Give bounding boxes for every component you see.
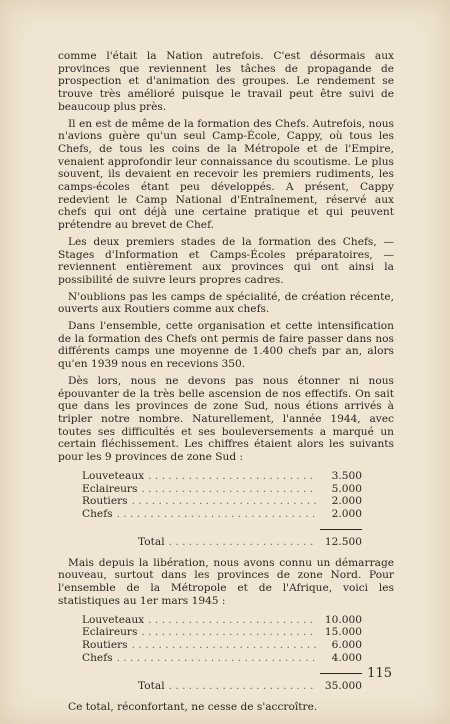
paragraph-3: Les deux premiers stades de la formation des Chefs, — Stages d'Information et Camps-Écoles préparatoires, — reviennent entièrement aux provinces qui ont ainsi la possibilité de suivre leurs propres cadres. bbox=[58, 235, 394, 286]
stats-row bbox=[82, 626, 362, 639]
stats-label: Eclaireurs bbox=[82, 482, 138, 495]
paragraph-6: Dès lors, nous ne devons pas nous étonner ni nous épouvanter de la très belle ascension de nos effectifs. On sait que dans les provinces de zone Sud, nous étions arrivés à tripler notre nombre. Naturellement, l'année 1944, avec toutes ses difficultés et ses bouleversements a marqué un certain fléchissement. Les chiffres étaient alors les suivants pour les 9 provinces de zone Sud : bbox=[58, 374, 394, 464]
stats-row bbox=[82, 483, 362, 496]
paragraph-5: Dans l'ensemble, cette organisation et cette intensification de la formation des Chefs ont permis de faire passer dans nos différents camps une moyenne de 1.400 chefs par an, alors qu'en 1939 nous en recevions 350. bbox=[58, 320, 394, 371]
stats-label: Routiers bbox=[82, 639, 128, 652]
stats-row bbox=[82, 508, 362, 521]
paragraph-7: Mais depuis la libération, nous avons connu un démarrage nouveau, surtout dans les provinces de zone Nord. Pour l'ensemble de la Métropole et de l'Afrique, voici les statistiques au 1er mars 1945 : bbox=[58, 556, 394, 607]
stats-table-1944 bbox=[82, 470, 362, 549]
stats-total-row bbox=[138, 680, 362, 693]
stats-value: 6.000 bbox=[331, 639, 362, 652]
leader-dots bbox=[148, 614, 316, 627]
stats-value: 2.000 bbox=[331, 508, 362, 521]
total-value: 35.000 bbox=[324, 679, 362, 692]
leader-dots bbox=[117, 508, 316, 521]
stats-row bbox=[82, 495, 362, 508]
paragraph-4: N'oublions pas les camps de spécialité, de création récente, ouverts aux Routiers comme aux chefs. bbox=[58, 290, 394, 316]
total-value: 12.500 bbox=[324, 535, 362, 548]
stats-row bbox=[82, 470, 362, 483]
stats-label: Eclaireurs bbox=[82, 626, 138, 639]
page-body bbox=[58, 50, 394, 717]
closing-line: Ce total, réconfortant, ne cesse de s'accroître. bbox=[68, 700, 318, 713]
leader-dots bbox=[132, 495, 316, 508]
leader-dots bbox=[169, 680, 316, 693]
sum-rule bbox=[320, 673, 362, 674]
leader-dots bbox=[132, 639, 316, 652]
paragraph-1: comme l'était la Nation autrefois. C'est désormais aux provinces que reviennent les tâches de propagande de prospection et d'animation des groupes. Le rendement se trouve très amélioré puisque le travail peut être suivi de beaucoup plus près. bbox=[58, 50, 394, 113]
stats-label: Louveteaux bbox=[82, 469, 145, 482]
sum-rule bbox=[320, 529, 362, 530]
leader-dots bbox=[117, 652, 316, 665]
stats-row bbox=[82, 652, 362, 665]
stats-row bbox=[82, 639, 362, 652]
stats-label: Chefs bbox=[82, 508, 113, 521]
stats-label: Routiers bbox=[82, 495, 128, 508]
stats-label: Chefs bbox=[82, 651, 113, 664]
stats-table-1945 bbox=[82, 614, 362, 693]
leader-dots bbox=[148, 470, 316, 483]
stats-row bbox=[82, 614, 362, 627]
total-label: Total bbox=[138, 535, 165, 548]
leader-dots bbox=[169, 536, 316, 549]
stats-label: Louveteaux bbox=[82, 613, 145, 626]
stats-value: 3.500 bbox=[331, 469, 362, 482]
stats-value: 4.000 bbox=[331, 651, 362, 664]
leader-dots bbox=[141, 483, 316, 496]
stats-value: 15.000 bbox=[324, 626, 362, 639]
total-label: Total bbox=[138, 679, 165, 692]
stats-value: 2.000 bbox=[331, 495, 362, 508]
stats-total-row bbox=[138, 536, 362, 549]
stats-value: 10.000 bbox=[324, 613, 362, 626]
leader-dots bbox=[141, 626, 316, 639]
paragraph-2: Il en est de même de la formation des Chefs. Autrefois, nous n'avions guère qu'un seul Camp-École, Cappy, où tous les Chefs, de tous les coins de la Métropole et de l'Empire, venaient approfondir leur connaissance du scoutisme. Le plus souvent, ils devaient en recevoir les premiers rudiments, les camps-écoles étant peu développés. A présent, Cappy redevient le Camp National d'Entraînement, réservé aux chefs qui ont déjà une certaine pratique et qui peuvent prétendre au brevet de Chef. bbox=[58, 117, 394, 232]
page-number: 115 bbox=[367, 666, 392, 681]
stats-value: 5.000 bbox=[331, 482, 362, 495]
